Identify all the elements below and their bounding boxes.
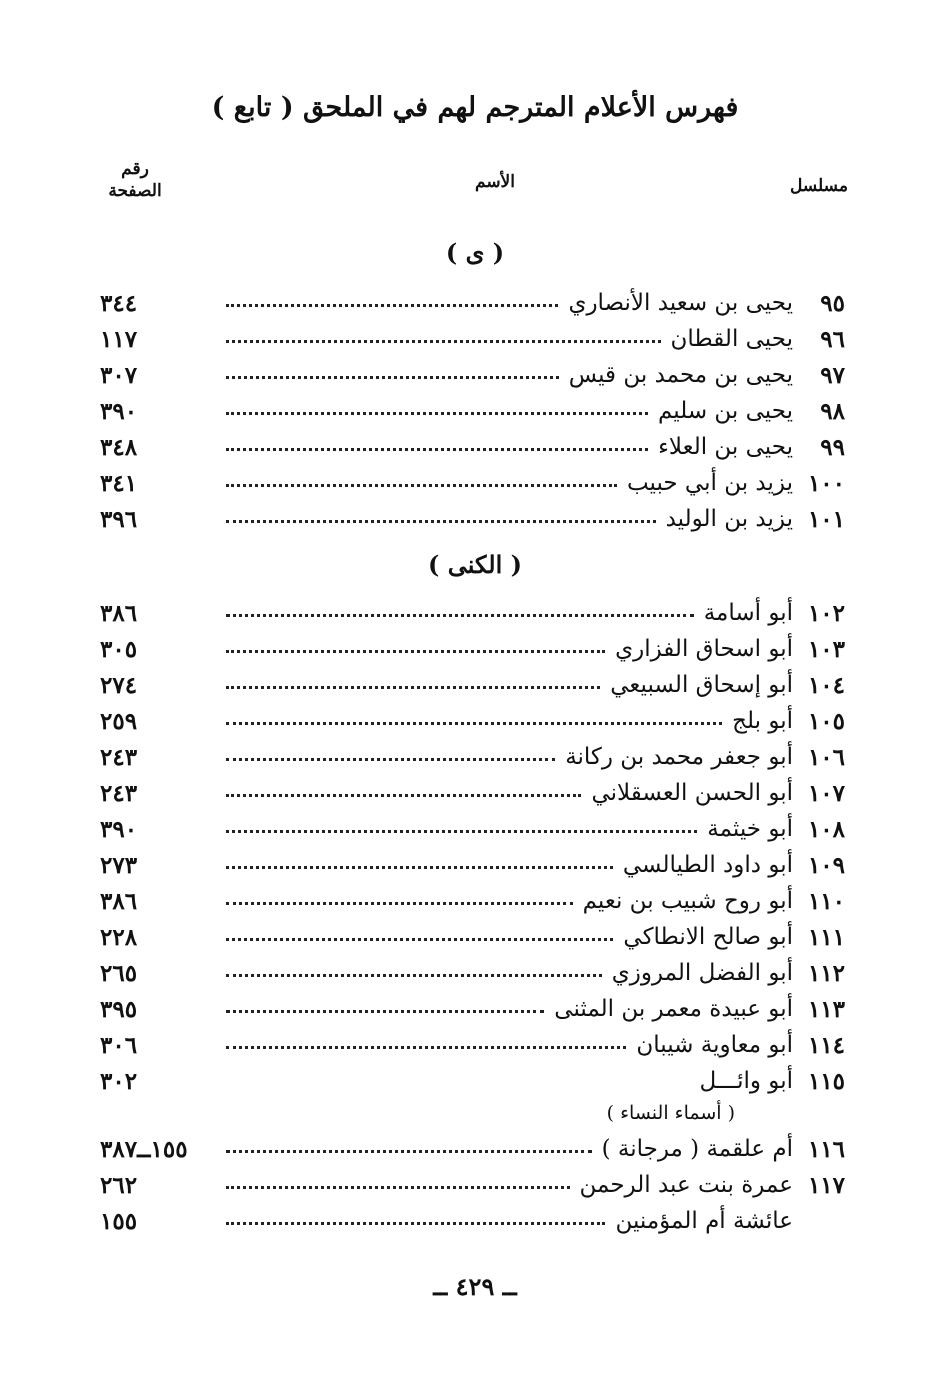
header-page-line2: الصفحة bbox=[108, 181, 162, 201]
person-name: عمرة بنت عبد الرحمن bbox=[579, 1172, 793, 1198]
serial-number: ١١٤ bbox=[807, 1031, 845, 1059]
person-name: أم علقمة ( مرجانة ) bbox=[601, 1136, 793, 1162]
page-number: ٢٤٣ bbox=[100, 779, 138, 807]
header-serial: مسلسل bbox=[790, 176, 848, 196]
page-number: ٣٩٦ bbox=[100, 505, 138, 533]
person-name: أبو بلج bbox=[732, 708, 793, 734]
page-number: ٣٤١ bbox=[100, 469, 138, 497]
person-name: أبو جعفر محمد بن ركانة bbox=[565, 744, 793, 770]
index-row bbox=[100, 668, 845, 702]
page-number: ٢٤٣ bbox=[100, 743, 138, 771]
person-name: أبو روح شبيب بن نعيم bbox=[582, 888, 793, 914]
page-number: ٢٢٨ bbox=[100, 923, 138, 951]
serial-number: ١١٢ bbox=[807, 959, 845, 987]
serial-number: ٩٦ bbox=[820, 325, 845, 353]
serial-number: ١٠٦ bbox=[807, 743, 845, 771]
index-row bbox=[100, 920, 845, 954]
leader-dots bbox=[226, 866, 613, 869]
person-name: أبو اسحاق الفزاري bbox=[615, 636, 793, 662]
section-heading-kuna: ( الكنى ) bbox=[428, 550, 522, 579]
page-number: ٣٤٤ bbox=[100, 289, 138, 317]
person-name: أبو صالح الانطاكي bbox=[623, 924, 793, 950]
leader-dots bbox=[226, 1150, 592, 1153]
leader-dots bbox=[226, 1010, 544, 1013]
leader-dots bbox=[226, 1186, 570, 1189]
page-number: ٢٦٥ bbox=[100, 959, 138, 987]
person-name: أبو عبيدة معمر بن المثنى bbox=[554, 996, 793, 1022]
person-name: يزيد بن الوليد bbox=[665, 506, 793, 532]
person-name: أبو وائـــل bbox=[699, 1068, 793, 1094]
index-row bbox=[100, 502, 845, 536]
page-number: ٣٠٢ bbox=[100, 1067, 138, 1095]
page-number: ٣٠٧ bbox=[100, 361, 138, 389]
leader-dots bbox=[226, 340, 661, 343]
page-number: ٣٨٦ bbox=[100, 599, 138, 627]
page-number: ٣٩٠ bbox=[100, 815, 138, 843]
index-row bbox=[100, 956, 845, 990]
serial-number: ١٠٤ bbox=[807, 671, 845, 699]
page-number: ٣٩٠ bbox=[100, 397, 138, 425]
person-name: يحيى القطان bbox=[670, 326, 793, 352]
leader-dots bbox=[226, 376, 559, 379]
index-row bbox=[100, 1204, 845, 1238]
leader-dots bbox=[226, 520, 656, 523]
serial-number: ٩٩ bbox=[820, 433, 845, 461]
header-page-line1: رقم bbox=[121, 159, 149, 179]
serial-number: ١٠٢ bbox=[807, 599, 845, 627]
index-row bbox=[100, 884, 845, 918]
serial-number: ١١٣ bbox=[807, 995, 845, 1023]
leader-dots bbox=[226, 484, 617, 487]
person-name: أبو إسحاق السبيعي bbox=[610, 672, 793, 698]
page-number: ٢٦٢ bbox=[100, 1171, 138, 1199]
leader-dots bbox=[226, 304, 558, 307]
leader-dots bbox=[226, 794, 581, 797]
leader-dots bbox=[226, 1046, 626, 1049]
leader-dots bbox=[226, 686, 600, 689]
index-row bbox=[100, 632, 845, 666]
serial-number: ١٠٨ bbox=[807, 815, 845, 843]
serial-number: ١٠٧ bbox=[807, 779, 845, 807]
serial-number: ١١٥ bbox=[807, 1067, 845, 1095]
person-name: يحيى بن العلاء bbox=[658, 434, 793, 460]
serial-number: ١١٧ bbox=[807, 1171, 845, 1199]
person-name: يحيى بن محمد بن قيس bbox=[568, 362, 793, 388]
serial-number: ٩٧ bbox=[820, 361, 845, 389]
person-name: أبو داود الطيالسي bbox=[622, 852, 793, 878]
page-number: ٣٤٨ bbox=[100, 433, 138, 461]
index-row bbox=[100, 776, 845, 810]
leader-dots bbox=[226, 974, 602, 977]
index-row bbox=[100, 286, 845, 320]
leader-dots bbox=[226, 614, 694, 617]
serial-number: ١٠١ bbox=[807, 505, 845, 533]
person-name: أبو الفضل المروزي bbox=[611, 960, 793, 986]
person-name: أبو الحسن العسقلاني bbox=[591, 780, 793, 806]
section-heading-women: ( أسماء النساء ) bbox=[606, 1102, 735, 1124]
index-row bbox=[100, 1168, 845, 1202]
index-row bbox=[100, 358, 845, 392]
page-number: ٣٠٥ bbox=[100, 635, 138, 663]
header-page-number bbox=[95, 158, 175, 202]
index-row bbox=[100, 596, 845, 630]
leader-dots bbox=[226, 830, 697, 833]
leader-dots bbox=[226, 1222, 605, 1225]
person-name: يحيى بن سليم bbox=[657, 398, 793, 424]
serial-number: ٩٥ bbox=[820, 289, 845, 317]
page-number: ١٥٥ــ٣٨٧ bbox=[100, 1135, 188, 1163]
index-row bbox=[100, 812, 845, 846]
page-number: ١٥٥ bbox=[100, 1207, 138, 1235]
page-number: ٣٨٦ bbox=[100, 887, 138, 915]
serial-number: ١٠٣ bbox=[807, 635, 845, 663]
page-number: ٢٧٣ bbox=[100, 851, 138, 879]
index-row bbox=[100, 322, 845, 356]
person-name: أبو خيثمة bbox=[707, 816, 793, 842]
index-row bbox=[100, 1028, 845, 1062]
section-heading-ya: ( ى ) bbox=[445, 238, 505, 267]
page-title: ( تابع ) فهرس الأعلام المترجم لهم في الملحق bbox=[211, 92, 739, 123]
index-row bbox=[100, 740, 845, 774]
person-name: أبو معاوية شيبان bbox=[636, 1032, 793, 1058]
page-folio-number: ــ ٤٢٩ ــ bbox=[433, 1272, 517, 1301]
index-row bbox=[100, 466, 845, 500]
person-name: يزيد بن أبي حبيب bbox=[626, 470, 793, 496]
person-name: أبو أسامة bbox=[703, 600, 793, 626]
leader-dots bbox=[226, 650, 605, 653]
person-name: عائشة أم المؤمنين bbox=[615, 1208, 793, 1234]
leader-dots bbox=[226, 758, 555, 761]
index-row bbox=[100, 1064, 845, 1098]
leader-dots bbox=[226, 902, 573, 905]
leader-dots bbox=[226, 1082, 689, 1085]
serial-number: ١٠٠ bbox=[807, 469, 845, 497]
header-name: الأسم bbox=[475, 172, 515, 192]
serial-number: ١١١ bbox=[807, 923, 845, 951]
leader-dots bbox=[226, 722, 722, 725]
person-name: يحيى بن سعيد الأنصاري bbox=[568, 290, 793, 316]
women-subheading-row bbox=[100, 1102, 845, 1124]
serial-number: ١١٦ bbox=[807, 1135, 845, 1163]
serial-number: ١١٠ bbox=[807, 887, 845, 915]
serial-number: ٩٨ bbox=[820, 397, 845, 425]
page-number: ٢٧٤ bbox=[100, 671, 138, 699]
index-row bbox=[100, 1132, 845, 1166]
index-row bbox=[100, 430, 845, 464]
index-row bbox=[100, 848, 845, 882]
page-number: ٣٩٥ bbox=[100, 995, 138, 1023]
index-row bbox=[100, 394, 845, 428]
leader-dots bbox=[226, 448, 648, 451]
index-row bbox=[100, 704, 845, 738]
leader-dots bbox=[226, 938, 613, 941]
page-number: ١١٧ bbox=[100, 325, 138, 353]
page-number: ٢٥٩ bbox=[100, 707, 138, 735]
index-row bbox=[100, 992, 845, 1026]
leader-dots bbox=[226, 412, 648, 415]
serial-number: ١٠٥ bbox=[807, 707, 845, 735]
serial-number: ١٠٩ bbox=[807, 851, 845, 879]
page-number: ٣٠٦ bbox=[100, 1031, 138, 1059]
